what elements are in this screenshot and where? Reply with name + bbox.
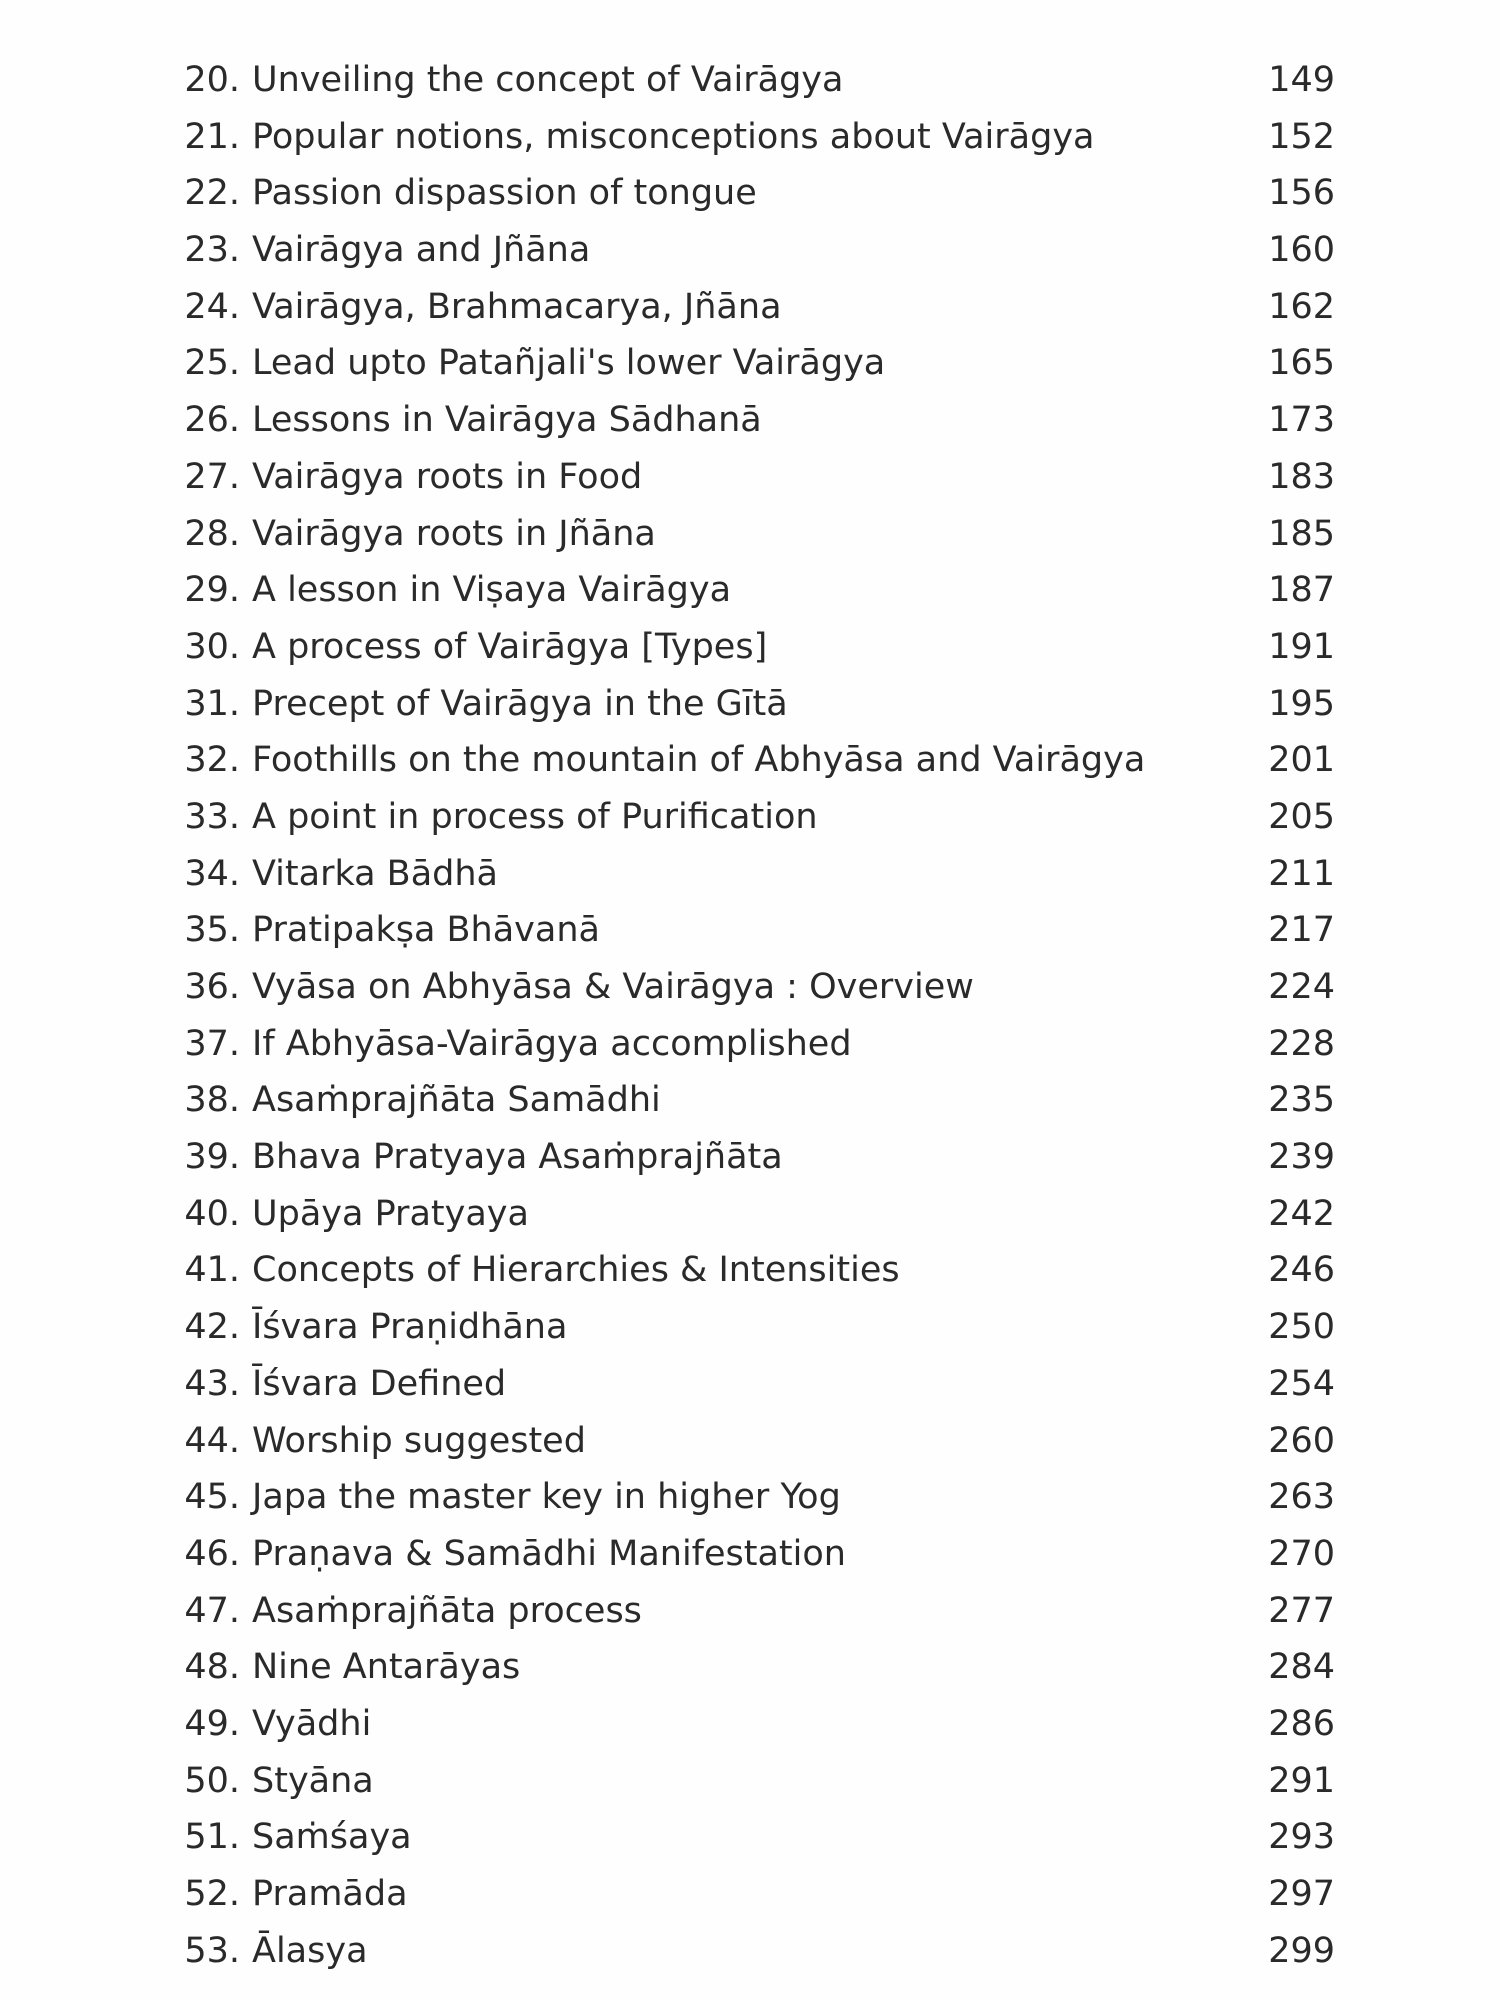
toc-entry-number: 40. bbox=[184, 1193, 240, 1234]
toc-entry-number: 45. bbox=[184, 1477, 240, 1518]
toc-entry-number: 36. bbox=[184, 967, 240, 1007]
toc-entry-number: 39. bbox=[184, 1137, 240, 1178]
toc-entry-title: Vairāgya, Brahmacarya, Jñāna bbox=[252, 286, 782, 327]
toc-entry bbox=[170, 52, 1335, 109]
toc-entry-page-number: 239 bbox=[1268, 1137, 1335, 1178]
toc-entry-page-number: 152 bbox=[1268, 116, 1335, 157]
toc-entry-page-number: 297 bbox=[1268, 1874, 1335, 1914]
toc-entry bbox=[170, 222, 1335, 279]
toc-entry-title: Vyāsa on Abhyāsa & Vairāgya : Overview bbox=[252, 967, 974, 1007]
toc-entry-number: 27. bbox=[184, 456, 240, 497]
toc-entry-page-number: 211 bbox=[1268, 853, 1335, 894]
toc-entry bbox=[170, 1526, 1335, 1583]
toc-entry-title: Asaṁprajñāta Samādhi bbox=[252, 1080, 661, 1121]
toc-entry-page-number: 187 bbox=[1268, 570, 1335, 611]
toc-entry-number: 43. bbox=[184, 1363, 240, 1404]
toc-entry bbox=[170, 279, 1335, 336]
toc-entry-page-number: 165 bbox=[1268, 343, 1335, 384]
toc-entry-title: Vyādhi bbox=[252, 1703, 372, 1744]
toc-entry-page-number: 160 bbox=[1268, 230, 1335, 271]
toc-entry-number: 24. bbox=[184, 286, 240, 327]
toc-entry-title: Concepts of Hierarchies & Intensities bbox=[252, 1250, 900, 1291]
toc-entry-page-number: 195 bbox=[1268, 683, 1335, 724]
toc-entry-page-number: 299 bbox=[1268, 1930, 1335, 1971]
toc-entry-title: Bhava Pratyaya Asaṁprajñāta bbox=[252, 1137, 783, 1178]
toc-entry-page-number: 191 bbox=[1268, 626, 1335, 667]
toc-entry-title: Vairāgya and Jñāna bbox=[252, 230, 591, 271]
toc-entry-title: Saṁśaya bbox=[252, 1817, 412, 1858]
toc-entry-number: 34. bbox=[184, 853, 240, 894]
toc-entry-title: A lesson in Viṣaya Vairāgya bbox=[252, 570, 732, 611]
toc-entry-page-number: 286 bbox=[1268, 1703, 1335, 1744]
toc-entry-title: Praṇava & Samādhi Manifestation bbox=[252, 1533, 846, 1574]
toc-entry-number: 38. bbox=[184, 1080, 240, 1121]
toc-entry-number: 37. bbox=[184, 1023, 240, 1064]
toc-entry-page-number: 173 bbox=[1268, 400, 1335, 441]
toc-entry bbox=[170, 1639, 1335, 1696]
toc-entry-page-number: 201 bbox=[1268, 740, 1335, 781]
toc-entry bbox=[170, 1469, 1335, 1526]
toc-entry-title: Foothills on the mountain of Abhyāsa and Vairāgya bbox=[252, 740, 1146, 781]
toc-entry-page-number: 284 bbox=[1268, 1647, 1335, 1688]
toc-entry-page-number: 293 bbox=[1268, 1817, 1335, 1858]
toc-entry bbox=[170, 1583, 1335, 1640]
toc-entry-title: Pramāda bbox=[252, 1874, 408, 1914]
toc-entry bbox=[170, 1753, 1335, 1810]
toc-entry bbox=[170, 1299, 1335, 1356]
toc-entry bbox=[170, 732, 1335, 789]
toc-entry-page-number: 250 bbox=[1268, 1307, 1335, 1348]
toc-entry-number: 49. bbox=[184, 1703, 240, 1744]
toc-entry-title: Nine Antarāyas bbox=[252, 1647, 521, 1688]
toc-entry-title: Popular notions, misconceptions about Vairāgya bbox=[252, 116, 1095, 157]
toc-entry-page-number: 263 bbox=[1268, 1477, 1335, 1518]
toc-entry-number: 32. bbox=[184, 740, 240, 781]
toc-entry-number: 28. bbox=[184, 513, 240, 554]
toc-entry-number: 51. bbox=[184, 1817, 240, 1858]
toc-entry-number: 25. bbox=[184, 343, 240, 384]
toc-entry-title: Īśvara Praṇidhāna bbox=[252, 1307, 568, 1348]
toc-entry-number: 20. bbox=[184, 60, 240, 100]
toc-entry-title: Worship suggested bbox=[252, 1420, 586, 1461]
toc-entry-title: Pratipakṣa Bhāvanā bbox=[252, 910, 600, 951]
toc-entry-title: Vairāgya roots in Food bbox=[252, 456, 643, 497]
toc-entry bbox=[170, 902, 1335, 959]
toc-entry bbox=[170, 1356, 1335, 1413]
toc-entry-number: 42. bbox=[184, 1307, 240, 1348]
toc-entry-number: 23. bbox=[184, 230, 240, 271]
toc-entry-title: Japa the master key in higher Yog bbox=[252, 1477, 841, 1518]
toc-entry-page-number: 277 bbox=[1268, 1590, 1335, 1631]
toc-entry-page-number: 228 bbox=[1268, 1023, 1335, 1064]
toc-entry bbox=[170, 789, 1335, 846]
toc-entry-number: 47. bbox=[184, 1590, 240, 1631]
toc-entry-page-number: 254 bbox=[1268, 1363, 1335, 1404]
toc-entry-title: A point in process of Purification bbox=[252, 796, 818, 837]
toc-entry-number: 30. bbox=[184, 626, 240, 667]
toc-entry-page-number: 235 bbox=[1268, 1080, 1335, 1121]
toc-entry bbox=[170, 1923, 1335, 1980]
toc-entry bbox=[170, 165, 1335, 222]
toc-entry-title: Lessons in Vairāgya Sādhanā bbox=[252, 400, 762, 441]
toc-entry bbox=[170, 676, 1335, 733]
toc-entry bbox=[170, 449, 1335, 506]
toc-entry-number: 21. bbox=[184, 116, 240, 157]
toc-entry-page-number: 156 bbox=[1268, 173, 1335, 214]
toc-entry bbox=[170, 959, 1335, 1016]
toc-entry-number: 29. bbox=[184, 570, 240, 611]
toc-entry bbox=[170, 392, 1335, 449]
toc-entry-number: 22. bbox=[184, 173, 240, 214]
toc-entry-page-number: 260 bbox=[1268, 1420, 1335, 1461]
toc-entry-title: Upāya Pratyaya bbox=[252, 1193, 529, 1234]
toc-entry-title: Ālasya bbox=[252, 1930, 368, 1971]
toc-entry-page-number: 205 bbox=[1268, 796, 1335, 837]
toc-entry-title: Precept of Vairāgya in the Gītā bbox=[252, 683, 788, 724]
toc-entry bbox=[170, 1413, 1335, 1470]
toc-entry bbox=[170, 1696, 1335, 1753]
toc-entry bbox=[170, 846, 1335, 903]
toc-entry-page-number: 185 bbox=[1268, 513, 1335, 554]
toc-entry-title: Styāna bbox=[252, 1760, 374, 1801]
toc-entry-title: Lead upto Patañjali's lower Vairāgya bbox=[252, 343, 886, 384]
toc-entry-title: If Abhyāsa-Vairāgya accomplished bbox=[252, 1023, 852, 1064]
toc-entry bbox=[170, 1072, 1335, 1129]
toc-entry bbox=[170, 506, 1335, 563]
toc-entry-page-number: 183 bbox=[1268, 456, 1335, 497]
toc-entry bbox=[170, 1186, 1335, 1243]
toc-entry bbox=[170, 562, 1335, 619]
toc-entry bbox=[170, 1866, 1335, 1923]
toc-entry-page-number: 217 bbox=[1268, 910, 1335, 951]
toc-entry-page-number: 242 bbox=[1268, 1193, 1335, 1234]
toc-entry bbox=[170, 335, 1335, 392]
toc-entry-number: 46. bbox=[184, 1533, 240, 1574]
toc-entry-number: 41. bbox=[184, 1250, 240, 1291]
toc-entry-number: 52. bbox=[184, 1874, 240, 1914]
toc-entry-title: Vitarka Bādhā bbox=[252, 853, 498, 894]
toc-entry-title: Unveiling the concept of Vairāgya bbox=[252, 60, 844, 100]
toc-entry bbox=[170, 619, 1335, 676]
toc-entry-title: Passion dispassion of tongue bbox=[252, 173, 757, 214]
toc-entry bbox=[170, 109, 1335, 166]
toc-entry-page-number: 224 bbox=[1268, 967, 1335, 1007]
toc-entry-number: 44. bbox=[184, 1420, 240, 1461]
toc-entry-number: 33. bbox=[184, 796, 240, 837]
toc-entry-page-number: 291 bbox=[1268, 1760, 1335, 1801]
toc-entry-number: 50. bbox=[184, 1760, 240, 1801]
toc-entry-number: 35. bbox=[184, 910, 240, 951]
toc-entry-number: 31. bbox=[184, 683, 240, 724]
toc-entry-title: Īśvara Defined bbox=[252, 1363, 507, 1404]
toc-entry-title: A process of Vairāgya [Types] bbox=[252, 626, 768, 667]
toc-entry-number: 53. bbox=[184, 1930, 240, 1971]
toc-entry-page-number: 162 bbox=[1268, 286, 1335, 327]
toc-entry-number: 48. bbox=[184, 1647, 240, 1688]
toc-entry bbox=[170, 1242, 1335, 1299]
toc-entry-page-number: 149 bbox=[1268, 60, 1335, 100]
toc-entry bbox=[170, 1129, 1335, 1186]
toc-entry-title: Asaṁprajñāta process bbox=[252, 1590, 642, 1631]
toc-entry bbox=[170, 1016, 1335, 1073]
toc-entry bbox=[170, 1809, 1335, 1866]
toc-entry-page-number: 246 bbox=[1268, 1250, 1335, 1291]
toc-entry-title: Vairāgya roots in Jñāna bbox=[252, 513, 656, 554]
toc-entry-page-number: 270 bbox=[1268, 1533, 1335, 1574]
table-of-contents bbox=[170, 52, 1335, 1979]
toc-entry-number: 26. bbox=[184, 400, 240, 441]
